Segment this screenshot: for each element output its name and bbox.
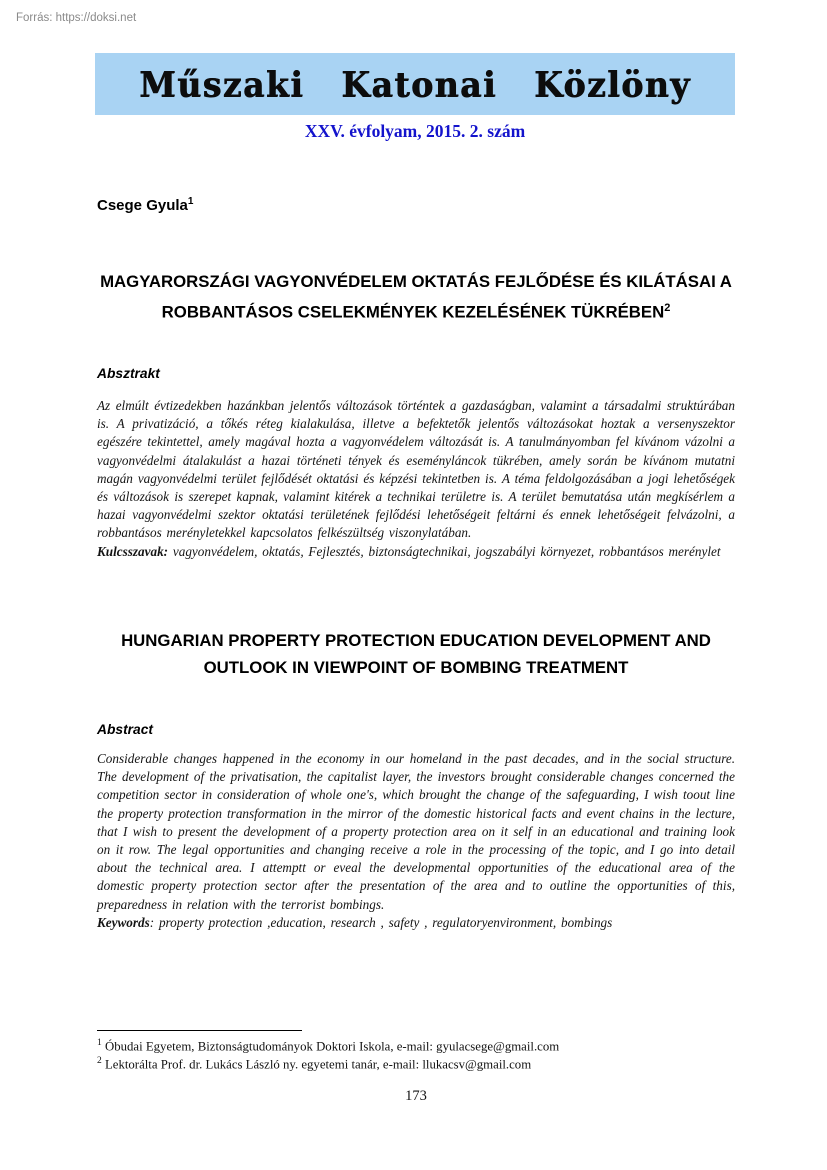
hungarian-keywords-text: vagyonvédelem, oktatás, Fejlesztés, biztonságtechnikai, jogszabályi környezet, robbantásos merénylet bbox=[168, 544, 721, 559]
author-line bbox=[97, 196, 193, 214]
hungarian-keywords bbox=[97, 543, 735, 561]
issue-line: XXV. évfolyam, 2015. 2. szám bbox=[304, 121, 526, 141]
english-keywords bbox=[97, 914, 735, 932]
english-title: HUNGARIAN PROPERTY PROTECTION EDUCATION DEVELOPMENT AND OUTLOOK IN VIEWPOINT OF BOMBING TREATMENT bbox=[121, 631, 711, 677]
source-note: Forrás: https://doksi.net bbox=[16, 12, 137, 24]
footnote-1-ref: 1 bbox=[97, 1038, 102, 1048]
footnote-1 bbox=[97, 1038, 735, 1054]
author-footnote-ref: 1 bbox=[187, 196, 194, 207]
hungarian-title bbox=[97, 268, 735, 326]
footnote-2-ref: 2 bbox=[97, 1056, 102, 1066]
hungarian-title-footnote-ref: 2 bbox=[664, 302, 671, 314]
footnote-2-text: Lektorálta Prof. dr. Lukács László ny. egyetemi tanár, e-mail: llukacsv@gmail.com bbox=[104, 1057, 532, 1072]
abstract-heading: Abstract bbox=[97, 722, 153, 737]
hungarian-abstract: Az elmúlt évtizedekben hazánkban jelentős változások történtek a gazdaságban, valamint a társadalmi struktúrában is. A privatizáció, a tőkés réteg kialakulása, illetve a befektetők jelentős változásokat hoztak a versenyszektor egészére tekintettel, amely magával hozta a vagyonvédelem változását is. A tanulmányomban fel kívánom vázolni a vagyonvédelmi átalakulást a hazai történeti tények és eseményláncok tükrében, amely során be kívánom mutatni magán vagyonvédelmi terület fejlődését oktatási és képzési tekintetben is. A téma feldolgozásában a jogi lehetőségek és változások is szerepet kapnak, valamint kitérek a technikai területre is. A terület bemutatása után megkísérlem a hazai vagyonvédelmi szektor oktatási területének fejlődési lehetőségeit feltárni és ennek lehetőségeit felvázolni, a robbantásos merényletekkel kapcsolatos felkészültség viszonylatában. bbox=[97, 398, 735, 541]
footnote-separator bbox=[97, 1030, 302, 1031]
english-keywords-label: Keywords bbox=[97, 915, 150, 930]
absztrakt-heading: Absztrakt bbox=[97, 366, 160, 381]
english-keywords-text: : property protection ,education, research , safety , regulatoryenvironment, bombings bbox=[149, 915, 613, 930]
footnote-2 bbox=[97, 1056, 735, 1072]
author-name: Csege Gyula bbox=[97, 197, 188, 214]
english-abstract: Considerable changes happened in the economy in our homeland in the past decades, and in the social structure. The development of the privatisation, the capitalist layer, the investors brought considerable changes concerned the competition sector in consideration of whole one's, which brought the change of the safeguarding, I wish toout line the property protection transformation in the mirror of the domestic historical facts and event chains in the lecture, that I wish to present the development of a property protection area on it self in an educational and training look on it row. The legal opportunities and changing receive a role in the processing of the topic, and I go into detail about the technical area. I attemptt or eveal the developmental opportunities of the educational area of the domestic property protection sector after the presentation of the area and to outline the opportunities of this, preparedness in relation with the terrorist bombings. bbox=[97, 751, 735, 912]
hungarian-title-text: MAGYARORSZÁGI VAGYONVÉDELEM OKTATÁS FEJLŐDÉSE ÉS KILÁTÁSAI A ROBBANTÁSOS CSELEKMÉNYEK KEZELÉSÉNEK TÜKRÉBEN bbox=[100, 272, 732, 322]
footnote-1-text: Óbudai Egyetem, Biztonságtudományok Doktori Iskola, e-mail: gyulacsege@gmail.com bbox=[104, 1039, 560, 1054]
journal-title: Műszaki Katonai Közlöny bbox=[139, 63, 691, 105]
journal-banner bbox=[95, 53, 735, 115]
page-number: 173 bbox=[405, 1088, 427, 1104]
hungarian-keywords-label: Kulcsszavak: bbox=[97, 544, 169, 559]
